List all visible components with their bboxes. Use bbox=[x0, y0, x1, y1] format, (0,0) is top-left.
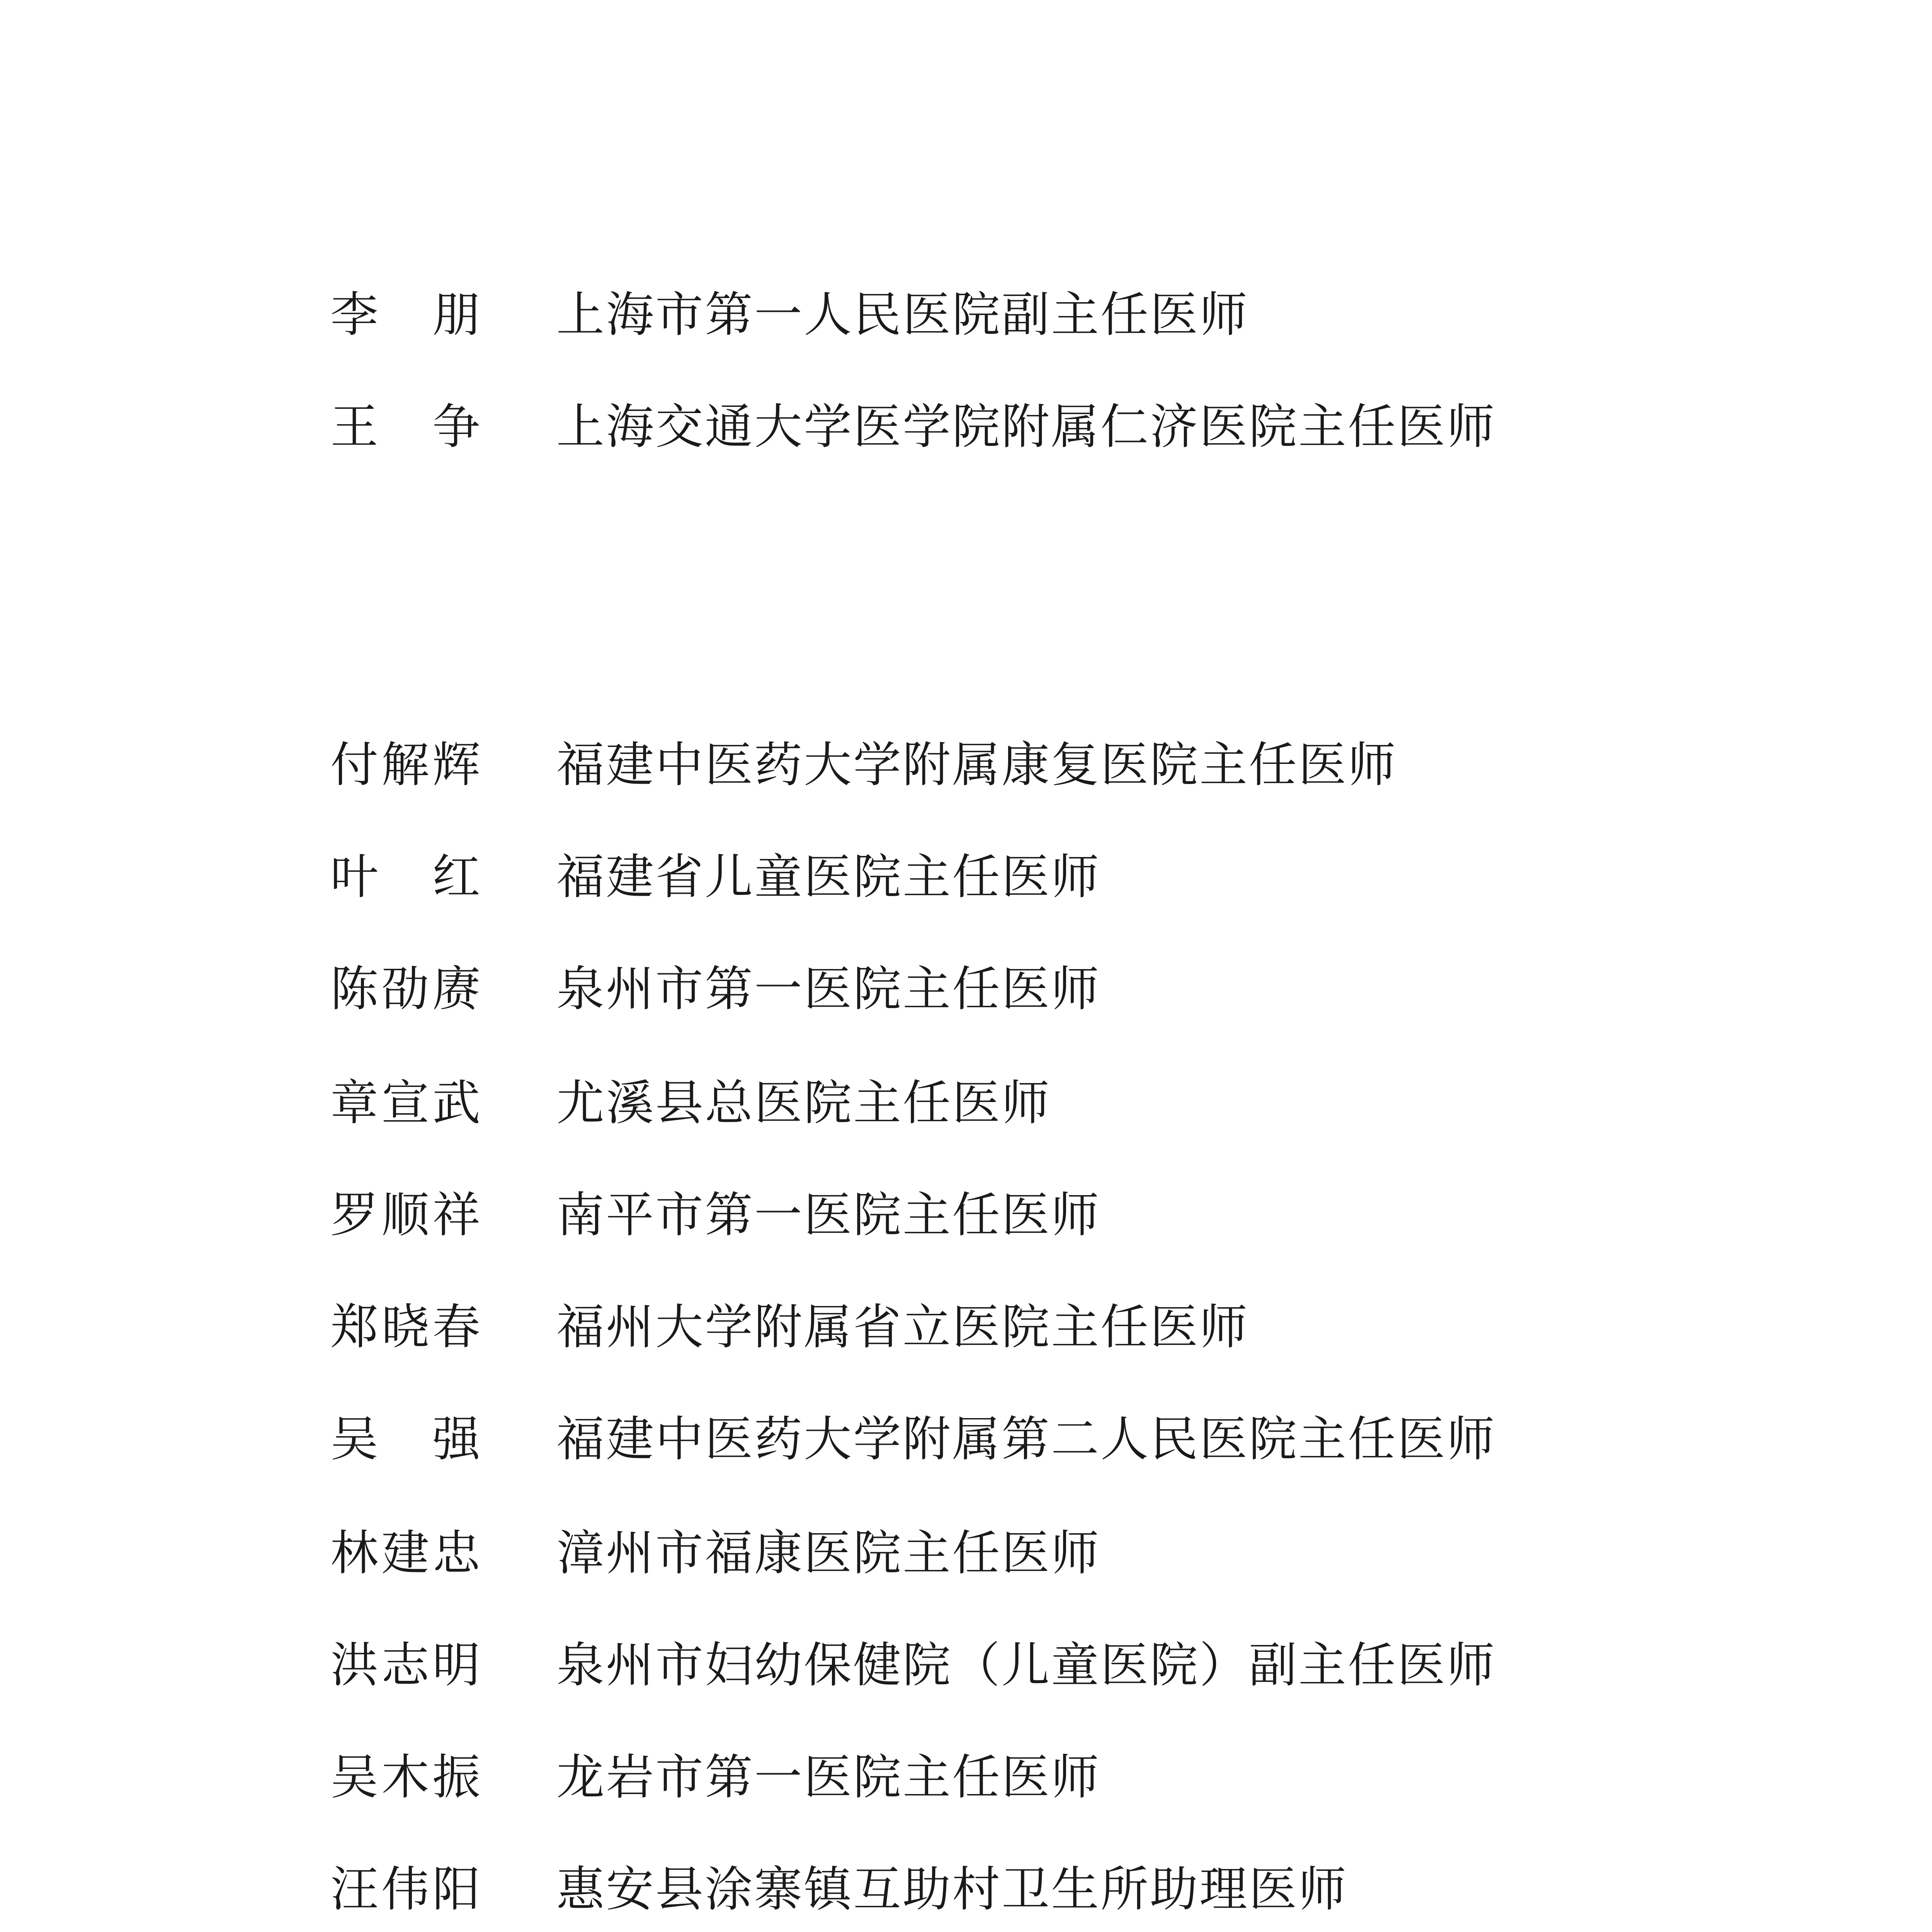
entry-row bbox=[0, 276, 1932, 354]
affiliation: 福建中医药大学附属康复医院主任医师 bbox=[556, 737, 1398, 793]
person-name: 陈劭赓 bbox=[330, 961, 484, 1017]
affiliation: 尤溪县总医院主任医师 bbox=[556, 1075, 1051, 1131]
person-name: 付解辉 bbox=[330, 737, 484, 793]
entry-row bbox=[0, 1515, 1932, 1592]
affiliation: 南平市第一医院主任医师 bbox=[556, 1187, 1101, 1243]
person-name: 郑晓春 bbox=[330, 1299, 484, 1355]
person-name: 吴 强 bbox=[330, 1412, 484, 1467]
entry-row bbox=[0, 838, 1932, 916]
entry-row bbox=[0, 1739, 1932, 1816]
affiliation: 福州大学附属省立医院主任医师 bbox=[556, 1299, 1249, 1355]
entry-row bbox=[0, 1627, 1932, 1704]
affiliation: 惠安县涂寨镇互助村卫生所助理医师 bbox=[556, 1862, 1348, 1917]
entry-row bbox=[0, 951, 1932, 1028]
person-name: 林建忠 bbox=[330, 1526, 484, 1581]
affiliation: 漳州市福康医院主任医师 bbox=[556, 1526, 1101, 1581]
person-name: 汪伟阳 bbox=[330, 1862, 484, 1917]
person-name: 李 朋 bbox=[330, 287, 484, 343]
entry-row bbox=[0, 388, 1932, 466]
person-name: 王 争 bbox=[330, 399, 484, 455]
affiliation: 上海交通大学医学院附属仁济医院主任医师 bbox=[556, 399, 1497, 455]
person-name: 洪志明 bbox=[330, 1638, 484, 1693]
entry-row bbox=[0, 1289, 1932, 1366]
person-name: 章宣武 bbox=[330, 1075, 484, 1131]
affiliation: 福建省儿童医院主任医师 bbox=[556, 849, 1101, 905]
entry-row bbox=[0, 1065, 1932, 1142]
affiliation: 泉州市第一医院主任医师 bbox=[556, 961, 1101, 1017]
entry-row bbox=[0, 1401, 1932, 1478]
affiliation: 龙岩市第一医院主任医师 bbox=[556, 1750, 1101, 1805]
affiliation: 福建中医药大学附属第二人民医院主任医师 bbox=[556, 1412, 1497, 1467]
entry-row bbox=[0, 1851, 1932, 1928]
affiliation: 上海市第一人民医院副主任医师 bbox=[556, 287, 1249, 343]
person-name: 吴木振 bbox=[330, 1750, 484, 1805]
entry-row bbox=[0, 1177, 1932, 1254]
entry-row bbox=[0, 726, 1932, 804]
person-name: 叶 红 bbox=[330, 849, 484, 905]
affiliation: 泉州市妇幼保健院（儿童医院）副主任医师 bbox=[556, 1638, 1497, 1693]
person-name: 罗顺祥 bbox=[330, 1187, 484, 1243]
